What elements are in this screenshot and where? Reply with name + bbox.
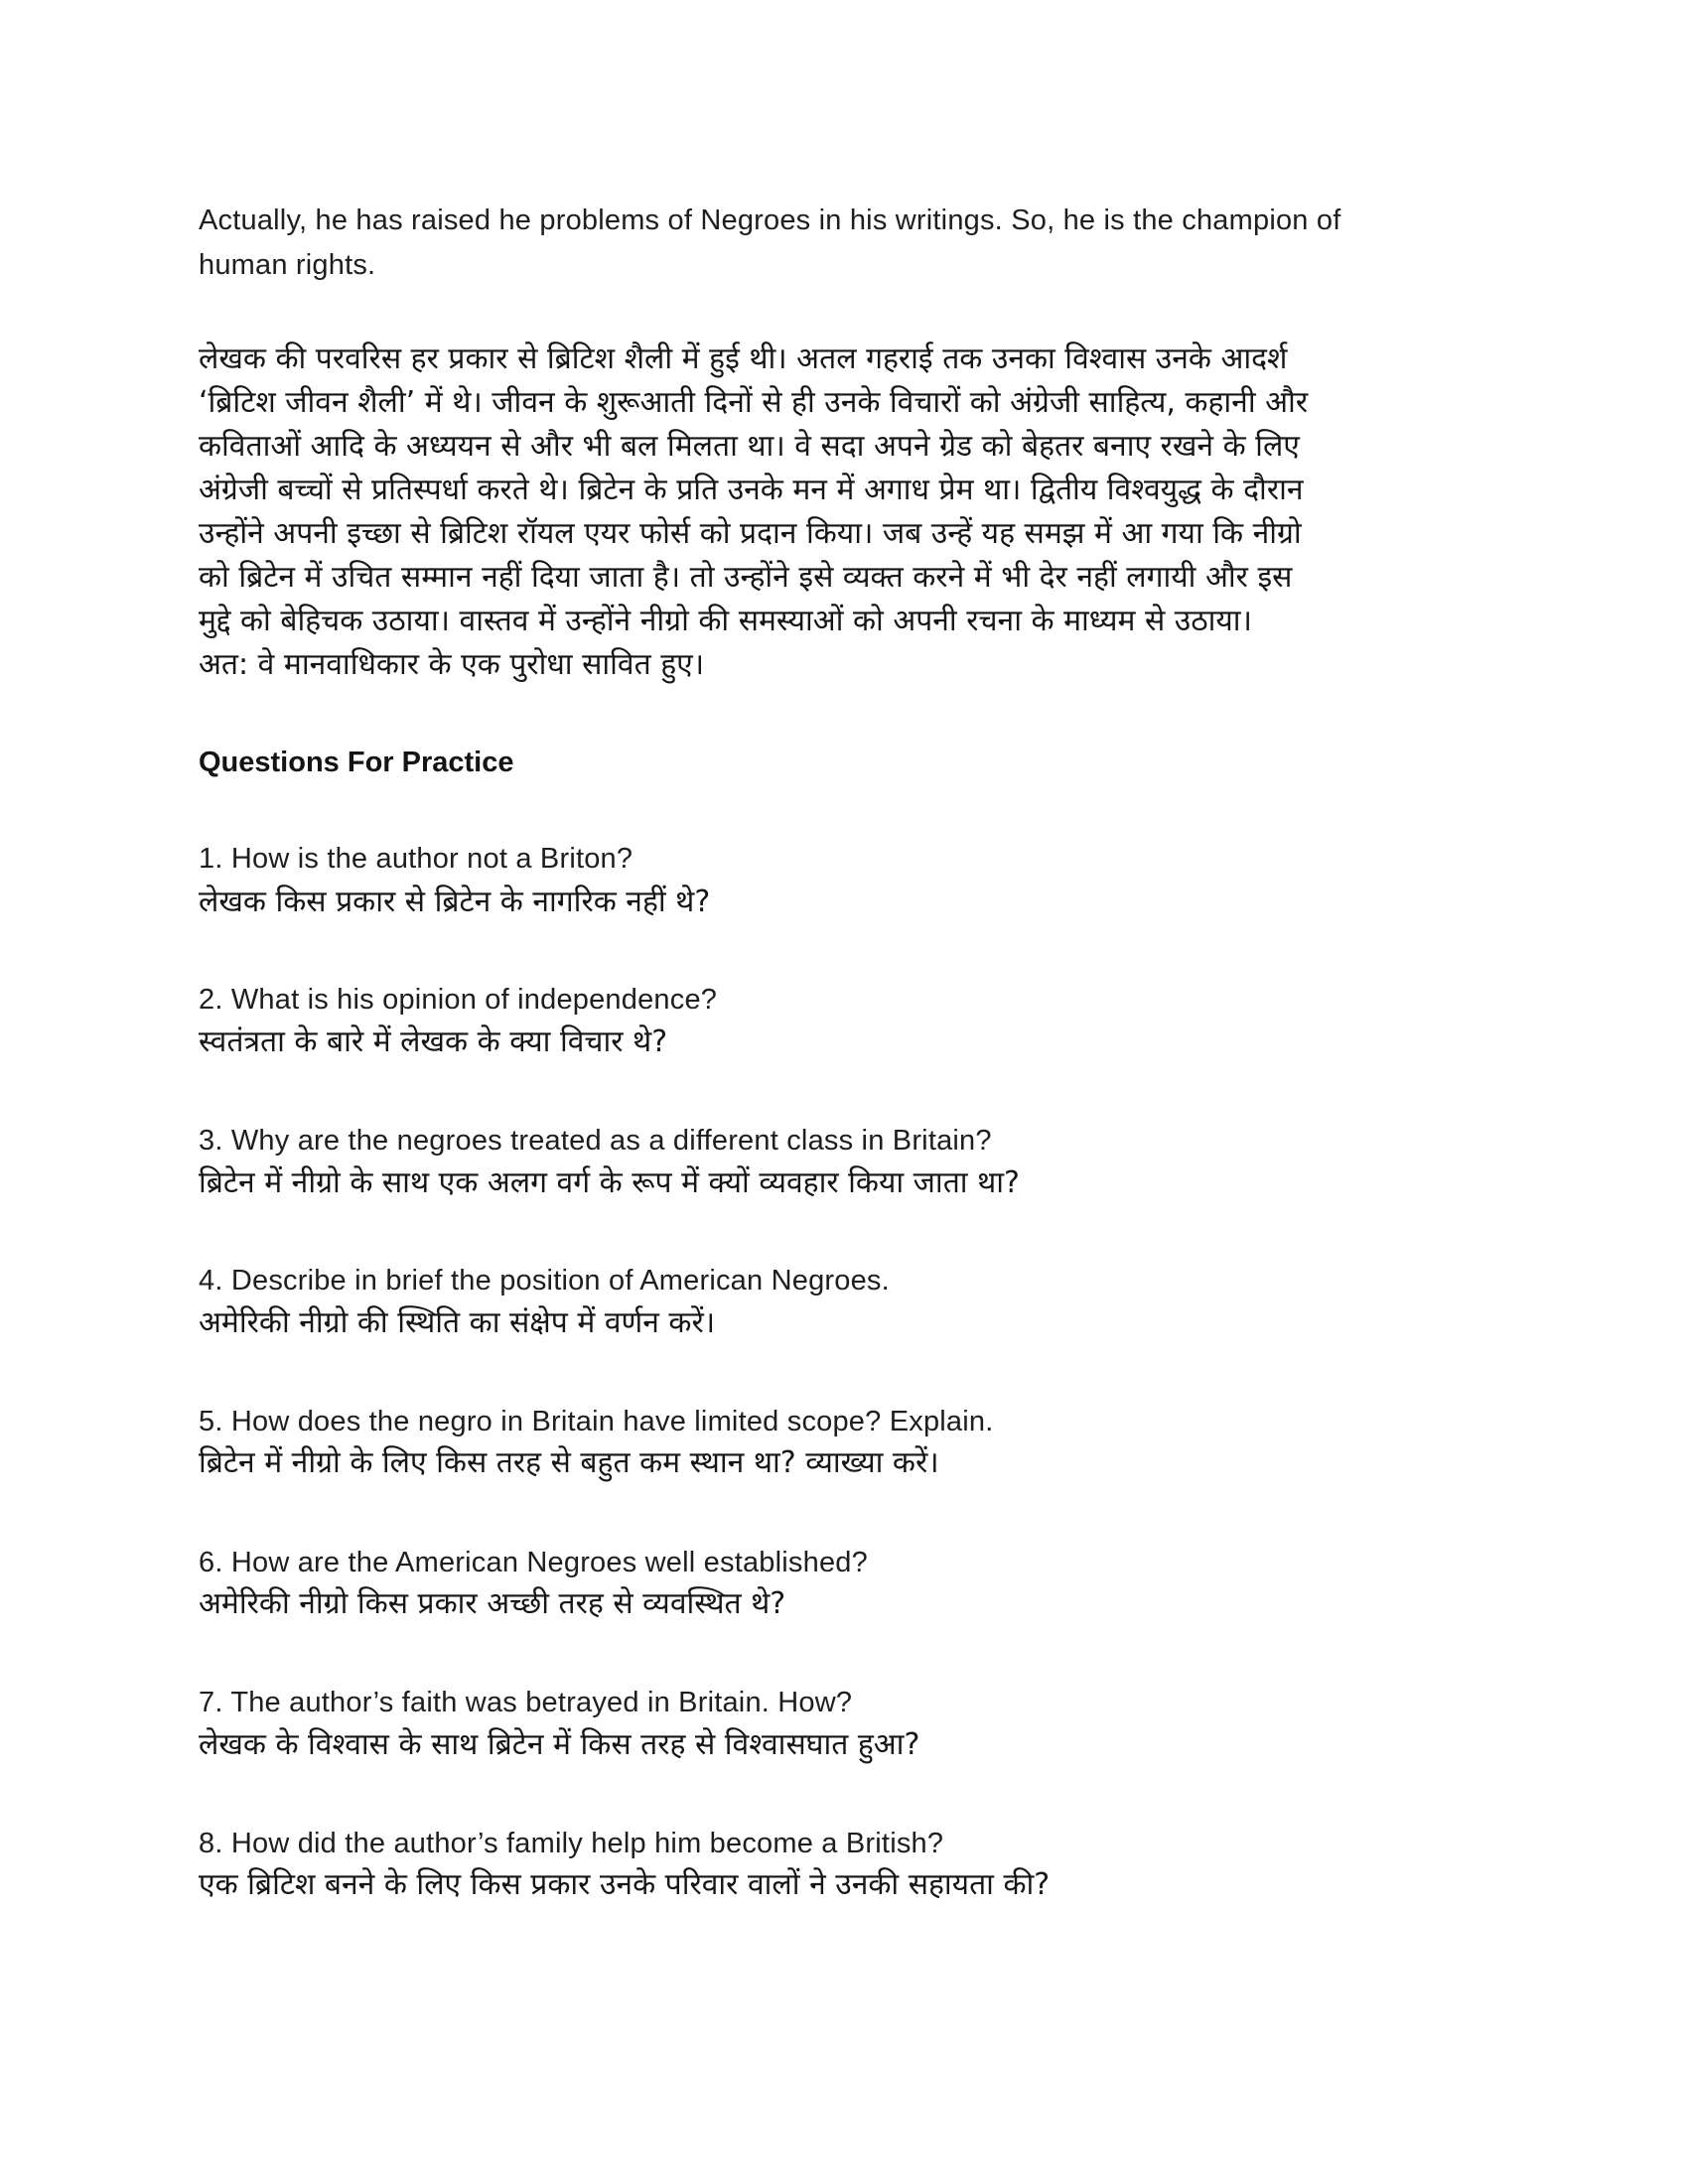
question-text-hi: लेखक के विश्वास के साथ ब्रिटेन में किस तरह से विश्वासघात हुआ? [199, 1727, 920, 1762]
paragraph-line: human rights. [199, 249, 376, 281]
paragraph-line: अंग्रेजी बच्चों से प्रतिस्पर्धा करते थे। ब्रिटेन के प्रति उनके मन में अगाध प्रेम था। द्वितीय विश्वयुद्ध के दौरान [199, 473, 1304, 507]
question-text-en: 8. How did the author’s family help him become a British? [199, 1828, 944, 1859]
paragraph-line: को ब्रिटेन में उचित सम्मान नहीं दिया जाता है। तो उन्होंने इसे व्यक्त करने में भी देर नहीं लगायी और इस [199, 560, 1293, 595]
question-text-hi: एक ब्रिटिश बनने के लिए किस प्रकार उनके परिवार वालों ने उनकी सहायता की? [199, 1867, 1051, 1902]
question-text-hi: अमेरिकी नीग्रो की स्थिति का संक्षेप में वर्णन करें। [199, 1305, 716, 1340]
question-text-en: 5. How does the negro in Britain have limited scope? Explain. [199, 1406, 994, 1437]
question-text-en: 3. Why are the negroes treated as a different class in Britain? [199, 1125, 992, 1157]
paragraph-line: लेखक की परवरिस हर प्रकार से ब्रिटिश शैली में हुई थी। अतल गहराई तक उनका विश्वास उनके आदर्श [199, 341, 1288, 376]
paragraph-line: Actually, he has raised he problems of Negroes in his writings. So, he is the champion of [199, 205, 1341, 236]
paragraph-line: ‘ब्रिटिश जीवन शैली’ में थे। जीवन के शुरूआती दिनों से ही उनके विचारों को अंग्रेजी साहित्य, कहानी और [199, 385, 1309, 420]
question-text-en: 6. How are the American Negroes well established? [199, 1547, 868, 1578]
question-text-en: 1. How is the author not a Briton? [199, 843, 633, 875]
paragraph-line: उन्होंने अपनी इच्छा से ब्रिटिश रॉयल एयर फोर्स को प्रदान किया। जब उन्हें यह समझ में आ गया कि नीग्रो [199, 516, 1302, 551]
question-text-en: 2. What is his opinion of independence? [199, 984, 718, 1016]
question-text-en: 4. Describe in brief the position of American Negroes. [199, 1265, 890, 1297]
paragraph-line: कविताओं आदि के अध्ययन से और भी बल मिलता था। वे सदा अपने ग्रेड को बेहतर बनाए रखने के लिए [199, 429, 1300, 464]
paragraph-line: मुद्दे को बेहिचक उठाया। वास्तव में उन्होंने नीग्रो की समस्याओं को अपनी रचना के माध्यम से उठाया। [199, 604, 1252, 638]
question-text-hi: लेखक किस प्रकार से ब्रिटेन के नागरिक नहीं थे? [199, 885, 711, 919]
paragraph-line: अत: वे मानवाधिकार के एक पुरोधा सावित हुए। [199, 647, 705, 682]
question-text-hi: ब्रिटेन में नीग्रो के साथ एक अलग वर्ग के रूप में क्यों व्यवहार किया जाता था? [199, 1165, 1020, 1200]
question-text-hi: स्वतंत्रता के बारे में लेखक के क्या विचार थे? [199, 1024, 668, 1059]
section-heading: Questions For Practice [199, 747, 514, 778]
question-text-hi: अमेरिकी नीग्रो किस प्रकार अच्छी तरह से व्यवस्थित थे? [199, 1586, 786, 1621]
question-text-hi: ब्रिटेन में नीग्रो के लिए किस तरह से बहुत कम स्थान था? व्याख्या करें। [199, 1445, 939, 1480]
question-text-en: 7. The author’s faith was betrayed in Britain. How? [199, 1687, 853, 1718]
